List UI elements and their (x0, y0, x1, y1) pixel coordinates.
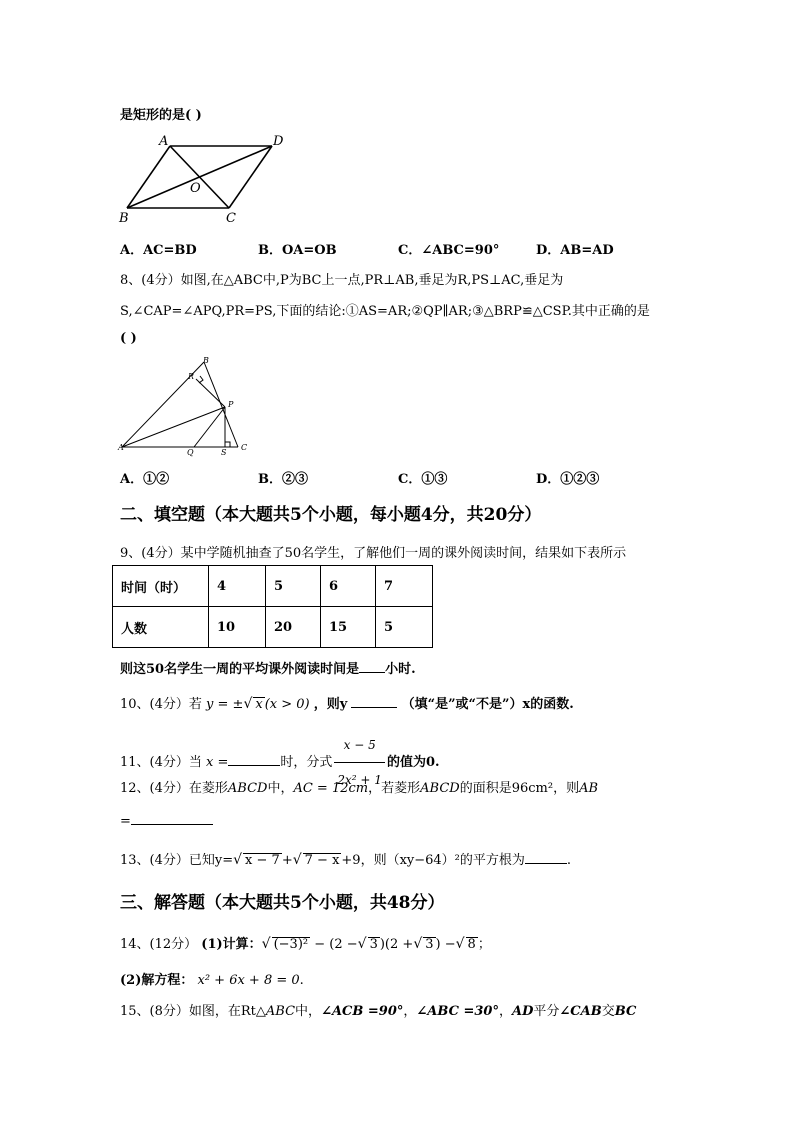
parallelogram-figure (112, 130, 302, 226)
q11-denominator: 2x² + 1 (337, 773, 382, 787)
q15-tri: △ABC (255, 1004, 296, 1019)
q14-line1 (120, 933, 491, 952)
q13-radicand1: x − 7 (245, 853, 280, 868)
label-Q: Q (187, 448, 194, 457)
q10-blank[interactable] (351, 707, 397, 708)
q15-bc: BC (614, 1004, 637, 1019)
q10-formula-lhs: y = ± (206, 697, 244, 712)
q8-option-b[interactable]: B．②③ (258, 472, 308, 487)
right-angle-S (225, 442, 230, 447)
table-cell: 6 (321, 566, 376, 607)
table-cell: 4 (209, 566, 266, 607)
q12-blank[interactable] (131, 824, 213, 825)
table-cell: 7 (376, 566, 433, 607)
q12-line (120, 777, 598, 796)
q7-option-c[interactable]: C．∠ABC=90° (398, 243, 500, 258)
q11-post: 的值为0. (386, 755, 440, 770)
q7-option-d[interactable]: D．AB=AD (536, 243, 614, 258)
segment-PR (196, 379, 225, 407)
q11-pre: 11、(4分）当 (120, 755, 202, 770)
q15-mid1: 中， (295, 1004, 322, 1019)
triangle-figure (112, 354, 257, 458)
q14-r4: 8 (467, 937, 476, 952)
q8-line3: ( ) (120, 331, 137, 346)
sqrt-icon: √ (292, 852, 302, 868)
q7-stem-tail: 是矩形的是( ) (120, 108, 202, 123)
q12-ab: AB (579, 781, 599, 796)
q8-line1: 8、(4分）如图,在△ABC中,P为BC上一点,PR⊥AB,垂足为R,PS⊥AC,垂足为 (120, 273, 564, 288)
q9-answer-blank[interactable] (359, 672, 385, 673)
q12-ac: AC = 12cm (293, 781, 369, 796)
table-cell: 5 (266, 566, 321, 607)
sqrt-icon: √ (413, 936, 423, 952)
q15-mid4: 平分 (533, 1004, 560, 1019)
table-cell: 15 (321, 607, 376, 648)
q12-eq: = (120, 814, 131, 829)
q8-option-d[interactable]: D．①②③ (536, 472, 600, 487)
q14-pre: 14、(12分） (120, 937, 198, 952)
label-C: C (241, 443, 248, 452)
q12-mid2: ，若菱形 (368, 781, 421, 796)
q15-pre: 15、(8分）如图，在Rt (120, 1004, 256, 1019)
q12-mid1: 中， (267, 781, 294, 796)
q9-answer-line (120, 658, 416, 677)
q14-eq-end: . (299, 973, 304, 988)
q13-plus: + (281, 853, 293, 868)
q9-answer-pre: 则这50名学生一周的平均课外阅读时间是 (120, 662, 360, 677)
q12-answer-line (120, 814, 213, 829)
q14-part2: (2)解方程： (120, 973, 194, 988)
q10-cond: (x > 0) (264, 697, 310, 712)
q11-numerator: x − 5 (334, 728, 385, 763)
q10-radicand: x (255, 697, 263, 712)
label-C: C (226, 211, 236, 226)
q12-area: 96cm² (511, 781, 554, 796)
q14-r2: 3 (369, 937, 378, 952)
label-S: S (221, 448, 227, 457)
q13-blank[interactable] (525, 863, 567, 864)
section2-title: 二、填空题（本大题共5个小题，每小题4分，共20分） (120, 505, 542, 525)
q15-angle2: ∠ABC =30° (416, 1004, 499, 1019)
q12-abcd1: ABCD (227, 781, 268, 796)
q15-ad: AD (512, 1004, 534, 1019)
q8-line2: S,∠CAP=∠APQ,PR=PS,下面的结论:①AS=AR;②QP∥AR;③△BRP≌△CSP.其中正确的是 (120, 304, 650, 319)
label-R: R (188, 372, 195, 381)
sqrt-icon: √ (455, 936, 465, 952)
table-cell: 人数 (113, 607, 209, 648)
table-row (113, 607, 433, 648)
q14-part1: (1)计算： (201, 937, 262, 952)
label-O: O (190, 181, 201, 196)
table-row (113, 566, 433, 607)
label-P: P (228, 400, 234, 409)
sqrt-icon: √ (261, 936, 271, 952)
q13-radicand2: 7 − x (304, 853, 340, 868)
q13-mid: +9，则（xy−64）²的平方根为 (341, 853, 525, 868)
q8-option-a[interactable]: A．①② (120, 472, 170, 487)
q14-r3: 3 (425, 937, 434, 952)
section3-title: 三、解答题（本大题共5个小题，共48分） (120, 893, 445, 913)
q10-mid: ，则y (313, 697, 348, 712)
q11-blank[interactable] (228, 765, 280, 766)
q14-m1: − (2 − (314, 937, 358, 952)
q13-post: . (566, 853, 572, 868)
q14-end: ； (477, 937, 491, 952)
q13-pre: 13、(4分）已知y= (120, 853, 234, 868)
q13-line (120, 849, 571, 868)
q11-mid: 时，分式 (280, 755, 333, 770)
table-cell: 10 (209, 607, 266, 648)
q15-line (120, 1000, 636, 1019)
q14-line2 (120, 969, 304, 988)
q9-answer-post: 小时. (385, 662, 416, 677)
q15-cab: ∠CAB (559, 1004, 602, 1019)
q11-var: x = (206, 755, 229, 770)
sqrt-icon: √ (243, 696, 253, 712)
q15-mid2: ， (403, 1004, 417, 1019)
q7-option-b[interactable]: B．OA=OB (258, 243, 337, 258)
q10-line (120, 693, 574, 712)
q8-option-c[interactable]: C．①③ (398, 472, 448, 487)
q14-m2: )(2 + (379, 937, 414, 952)
q12-mid3: 的面积是 (459, 781, 512, 796)
q12-abcd2: ABCD (420, 781, 460, 796)
sqrt-icon: √ (233, 852, 243, 868)
label-D: D (273, 134, 284, 149)
label-B: B (203, 356, 209, 365)
q9-stem: 9、(4分）某中学随机抽查了50名学生，了解他们一周的课外阅读时间，结果如下表所示 (120, 546, 627, 561)
sqrt-icon: √ (357, 936, 367, 952)
q15-mid3: ， (498, 1004, 512, 1019)
q10-post: （填“是”或“不是”）x的函数. (401, 697, 574, 712)
label-A: A (118, 443, 124, 452)
q10-pre: 10、(4分）若 (120, 697, 202, 712)
q12-mid4: ，则 (553, 781, 580, 796)
table-cell: 20 (266, 607, 321, 648)
q15-angle1: ∠ACB =90° (321, 1004, 404, 1019)
q7-option-a[interactable]: A．AC=BD (120, 243, 197, 258)
q14-m3: ) − (435, 937, 456, 952)
label-B: B (119, 211, 129, 226)
table-cell: 时间（时） (113, 566, 209, 607)
q14-equation: x² + 6x + 8 = 0 (197, 973, 300, 988)
reading-time-table (112, 565, 433, 648)
right-angle-R (199, 376, 203, 383)
label-A: A (159, 134, 169, 149)
q12-pre: 12、(4分）在菱形 (120, 781, 228, 796)
q14-r1: (−3)² (273, 937, 309, 952)
q15-mid5: 交 (601, 1004, 615, 1019)
table-cell: 5 (376, 607, 433, 648)
